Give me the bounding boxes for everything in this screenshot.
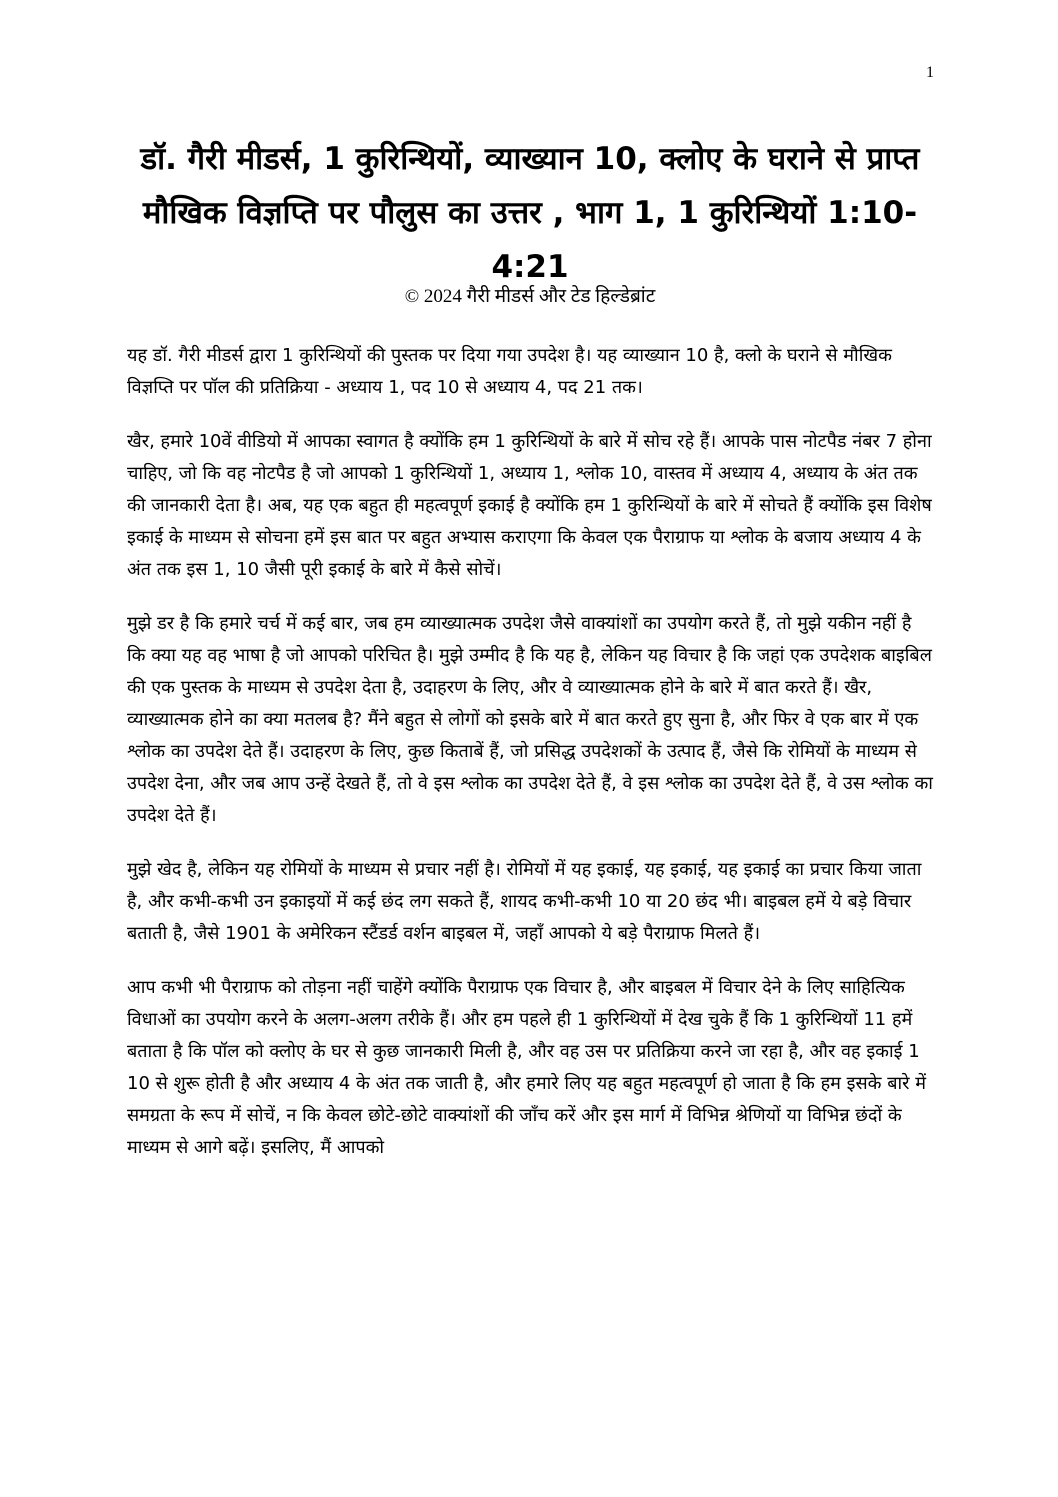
paragraph: मुझे खेद है, लेकिन यह रोमियों के माध्यम से प्रचार नहीं है। रोमियों में यह इकाई, यह इकाई, यह इकाई का प्रचार किया जाता है, और कभी-कभी उन इकाइयों में कई छंद लग सकते हैं, शायद कभी-कभी 10 या 20 छंद भी। बाइबल हमें ये बड़े विचार बताती है, जैसे 1901 के अमेरिकन स्टैंडर्ड वर्शन बाइबल में, जहाँ आपको ये बड़े पैराग्राफ मिलते हैं।	[127, 859, 922, 944]
copyright-line: © 2024 गैरी मीडर्स और टेड हिल्डेब्रांट	[404, 286, 656, 307]
paragraph: यह डॉ. गैरी मीडर्स द्वारा 1 कुरिन्थियों की पुस्तक पर दिया गया उपदेश है। यह व्याख्यान 10 है, क्लो के घराने से मौखिक विज्ञप्ति पर पॉल की प्रतिक्रिया - अध्याय 1, पद 10 से अध्याय 4, पद 21 तक।	[127, 345, 892, 398]
paragraph: आप कभी भी पैराग्राफ को तोड़ना नहीं चाहेंगे क्योंकि पैराग्राफ एक विचार है, और बाइबल में विचार देने के लिए साहित्यिक विधाओं का उपयोग करने के अलग-अलग तरीके हैं। और हम पहले ही 1 कुरिन्थियों में देख चुके हैं कि 1 कुरिन्थियों 11 हमें बताता है कि पॉल को क्लोए के घर से कुछ जानकारी मिली है, और वह उस पर प्रतिक्रिया करने जा रहा है, और वह इकाई 1 10 से शुरू होती है और अध्याय 4 के अंत तक जाती है, और हमारे लिए यह बहुत महत्वपूर्ण हो जाता है कि हम इसके बारे में समग्रता के रूप में सोचें, न कि केवल छोटे-छोटे वाक्यांशों की जाँच करें और इस मार्ग में विभिन्न श्रेणियों या विभिन्न छंदों के माध्यम से आगे बढ़ें। इसलिए, मैं आपको	[127, 977, 926, 1158]
document-body	[127, 340, 933, 1186]
page-title: डॉ. गैरी मीडर्स, 1 कुरिन्थियों, व्याख्यान 10, क्लोए के घराने से प्राप्त मौखिक विज्ञप्ति पर पौलुस का उत्तर , भाग 1, 1 कुरिन्थियों 1:10-4:21	[140, 141, 920, 285]
page-number: 1	[926, 64, 934, 81]
paragraph: खैर, हमारे 10वें वीडियो में आपका स्वागत है क्योंकि हम 1 कुरिन्थियों के बारे में सोच रहे हैं। आपके पास नोटपैड नंबर 7 होना चाहिए, जो कि वह नोटपैड है जो आपको 1 कुरिन्थियों 1, अध्याय 1, श्लोक 10, वास्तव में अध्याय 4, अध्याय के अंत तक की जानकारी देता है। अब, यह एक बहुत ही महत्वपूर्ण इकाई है क्योंकि हम 1 कुरिन्थियों के बारे में सोचते हैं क्योंकि इस विशेष इकाई के माध्यम से सोचना हमें इस बात पर बहुत अभ्यास कराएगा कि केवल एक पैराग्राफ या श्लोक के बजाय अध्याय 4 के अंत तक इस 1, 10 जैसी पूरी इकाई के बारे में कैसे सोचें।	[127, 431, 932, 580]
paragraph: मुझे डर है कि हमारे चर्च में कई बार, जब हम व्याख्यात्मक उपदेश जैसे वाक्यांशों का उपयोग करते हैं, तो मुझे यकीन नहीं है कि क्या यह वह भाषा है जो आपको परिचित है। मुझे उम्मीद है कि यह है, लेकिन यह विचार है कि जहां एक उपदेशक बाइबिल की एक पुस्तक के माध्यम से उपदेश देता है, उदाहरण के लिए, और वे व्याख्यात्मक होने के बारे में बात करते हैं। खैर, व्याख्यात्मक होने का क्या मतलब है? मैंने बहुत से लोगों को इसके बारे में बात करते हुए सुना है, और फिर वे एक बार में एक श्लोक का उपदेश देते हैं। उदाहरण के लिए, कुछ किताबें हैं, जो प्रसिद्ध उपदेशकों के उत्पाद हैं, जैसे कि रोमियों के माध्यम से उपदेश देना, और जब आप उन्हें देखते हैं, तो वे इस श्लोक का उपदेश देते हैं, वे इस श्लोक का उपदेश देते हैं, वे उस श्लोक का उपदेश देते हैं।	[127, 613, 933, 826]
